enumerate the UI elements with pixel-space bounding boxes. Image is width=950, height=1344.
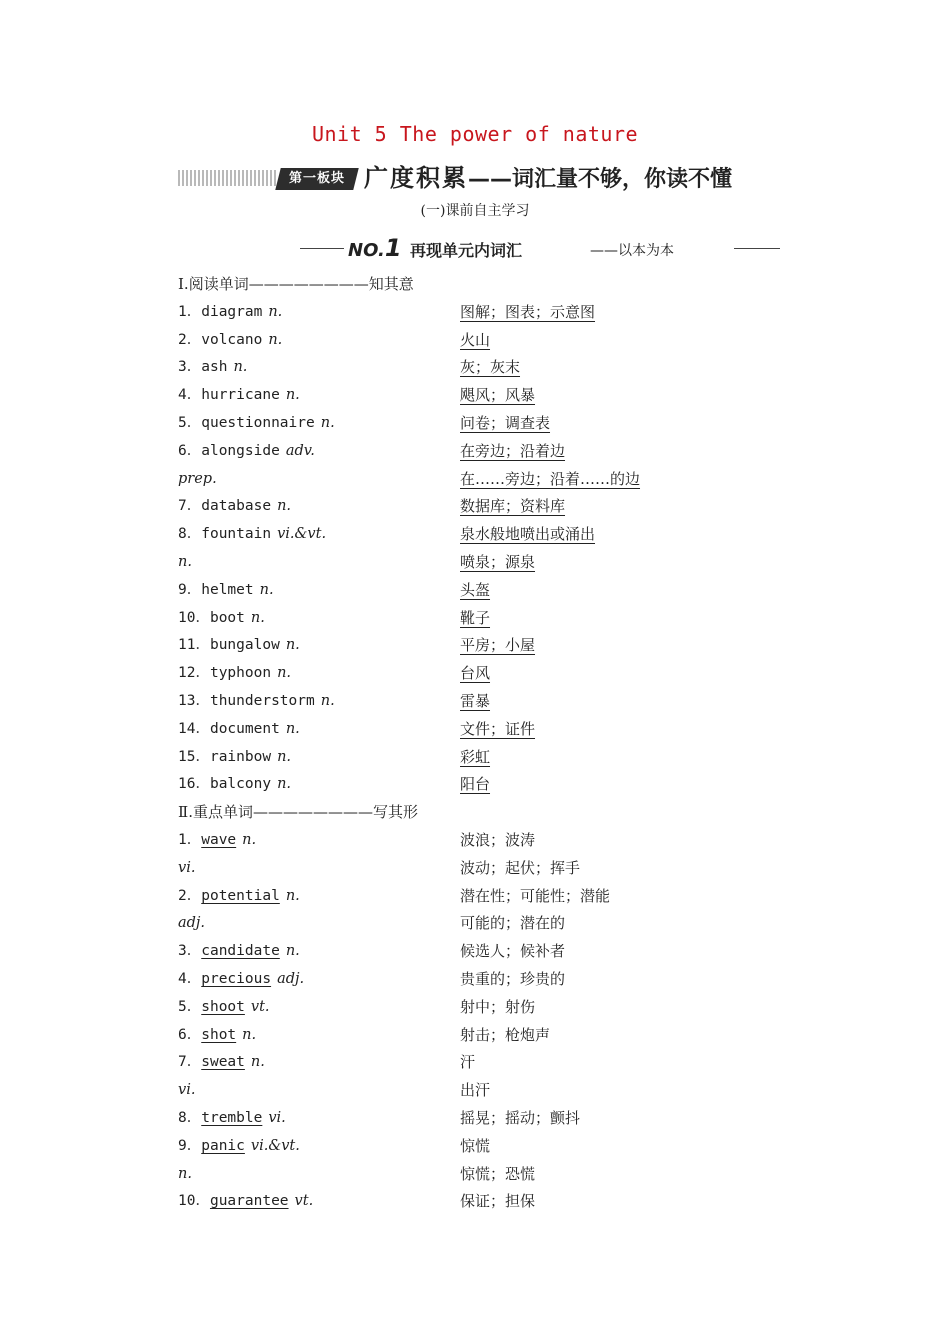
vocab-term (178, 687, 335, 715)
vocab-term (178, 298, 282, 326)
item-number: 3． (178, 943, 202, 960)
banner-headline (364, 160, 732, 196)
vocab-term (178, 326, 282, 354)
part-of-speech: adj. (277, 970, 305, 987)
page-subtitle: (一)课前自主学习 (420, 203, 530, 219)
vocab-row (178, 520, 778, 548)
item-number: 8． (178, 526, 202, 543)
vocab-row (178, 993, 778, 1021)
english-word: panic (201, 1137, 245, 1154)
vocab-row (178, 854, 778, 882)
chinese-meaning: 台风 (460, 664, 491, 683)
vocab-term (178, 1048, 265, 1076)
vocab-row (178, 631, 778, 659)
chinese-meaning: 文件；证件 (460, 719, 536, 738)
chinese-meaning: 问卷；调查表 (460, 413, 551, 432)
vocab-term (178, 1104, 286, 1132)
item-number: 10． (178, 609, 210, 626)
english-word: hurricane (201, 387, 280, 404)
part-of-speech: n. (250, 609, 265, 626)
chinese-meaning: 波浪；波涛 (460, 830, 536, 849)
section-heading (178, 270, 778, 298)
chinese-meaning: 火山 (460, 330, 491, 349)
vocab-row (178, 882, 778, 910)
chinese-meaning: 灰；灰末 (460, 358, 521, 377)
vocab-row (178, 1021, 778, 1049)
english-word: alongside (201, 442, 280, 459)
english-word: database (201, 498, 272, 515)
chinese-meaning: 彩虹 (460, 747, 491, 766)
english-word: document (209, 720, 280, 737)
item-number: 7． (178, 498, 202, 515)
item-number: 2． (178, 331, 202, 348)
vocab-row (178, 353, 778, 381)
item-number: 13． (178, 692, 210, 709)
item-number: 1． (178, 303, 202, 320)
english-word: tremble (201, 1109, 263, 1126)
item-number: 9． (178, 1137, 202, 1154)
part-of-speech: n. (268, 331, 283, 348)
item-number: 14． (178, 720, 210, 737)
chinese-meaning: 惊慌 (460, 1136, 491, 1155)
part-of-speech: n. (277, 665, 292, 682)
english-word: potential (201, 887, 280, 904)
vocab-row (178, 409, 778, 437)
english-word: questionnaire (201, 414, 315, 431)
item-number: 10． (178, 1193, 210, 1210)
vocab-term (178, 353, 247, 381)
no1-heading (300, 232, 680, 262)
vocab-row (178, 381, 778, 409)
section-heading-text: Ⅱ.重点单词————————写其形 (178, 803, 418, 822)
vocab-list (178, 270, 778, 1215)
chinese-meaning: 潜在性；可能性；潜能 (460, 886, 611, 905)
vocab-row (178, 937, 778, 965)
item-number: 4． (178, 387, 202, 404)
english-word: boot (209, 609, 245, 626)
vocab-row (178, 548, 778, 576)
vocab-row (178, 743, 778, 771)
part-of-speech: vt. (250, 998, 270, 1015)
chinese-meaning: 在……旁边；沿着……的边 (460, 469, 641, 488)
english-word: wave (201, 831, 237, 848)
chinese-meaning: 射击；枪炮声 (460, 1025, 551, 1044)
english-word: precious (201, 970, 272, 987)
chinese-meaning: 摇晃；摇动；颤抖 (460, 1108, 581, 1127)
chinese-meaning: 贵重的；珍贵的 (460, 969, 566, 988)
vocab-term (178, 576, 274, 604)
vocab-term (178, 854, 195, 882)
part-of-speech: adj. (178, 915, 206, 932)
part-of-speech: vi. (178, 1082, 196, 1099)
part-of-speech: n. (259, 581, 274, 598)
item-number: 12． (178, 665, 210, 682)
item-number: 4． (178, 970, 202, 987)
chinese-meaning: 可能的；潜在的 (460, 914, 566, 933)
part-of-speech: n. (285, 637, 300, 654)
vocab-row (178, 1076, 778, 1104)
chinese-meaning: 喷泉；源泉 (460, 552, 536, 571)
vocab-term (178, 381, 300, 409)
vocab-term (178, 965, 304, 993)
no-tag: ——以本为本 (590, 243, 674, 259)
chinese-meaning: 汗 (460, 1053, 476, 1072)
chinese-meaning: 波动；起伏；挥手 (460, 858, 581, 877)
part-of-speech: n. (277, 498, 292, 515)
vocab-row (178, 437, 778, 465)
vocab-term (178, 715, 300, 743)
english-word: helmet (201, 581, 254, 598)
unit-title: Unit 5 The power of nature (311, 122, 639, 146)
vocab-term (178, 548, 192, 576)
vocab-term (178, 1076, 195, 1104)
part-of-speech: n. (320, 692, 335, 709)
english-word: balcony (209, 776, 272, 793)
vocab-row (178, 715, 778, 743)
item-number: 15． (178, 748, 210, 765)
part-of-speech: vi. (268, 1109, 286, 1126)
vocab-term (178, 770, 291, 798)
english-word: fountain (201, 526, 272, 543)
section-banner (178, 160, 748, 196)
part-of-speech: n. (285, 887, 300, 904)
divider-right (734, 248, 780, 249)
vocab-row (178, 1187, 778, 1215)
no-number: 1 (384, 234, 402, 262)
badge-label: 第一板块 (288, 171, 345, 186)
english-word: guarantee (209, 1193, 289, 1210)
english-word: diagram (201, 303, 263, 320)
vocab-term (178, 1160, 192, 1188)
part-of-speech: vi.&vt. (277, 526, 327, 543)
part-of-speech: prep. (178, 470, 217, 487)
section-heading (178, 798, 778, 826)
chinese-meaning: 飓风；风暴 (460, 386, 536, 405)
english-word: shot (201, 1026, 237, 1043)
item-number: 3． (178, 359, 202, 376)
vocab-row (178, 1132, 778, 1160)
english-word: candidate (201, 943, 280, 960)
vocab-row (178, 576, 778, 604)
chinese-meaning: 惊慌；恐慌 (460, 1164, 536, 1183)
part-of-speech: n. (320, 414, 335, 431)
item-number: 9． (178, 581, 202, 598)
chinese-meaning: 保证；担保 (460, 1192, 536, 1211)
headline-main: 广度积累 (364, 164, 468, 192)
part-of-speech: n. (285, 720, 300, 737)
part-of-speech: n. (268, 303, 283, 320)
vocab-row (178, 1160, 778, 1188)
vocab-term (178, 437, 315, 465)
vocab-row (178, 909, 778, 937)
item-number: 11． (178, 637, 210, 654)
english-word: volcano (201, 331, 263, 348)
vocab-term (178, 631, 300, 659)
item-number: 1． (178, 831, 202, 848)
banner-stripes (178, 170, 276, 186)
vocab-term (178, 1021, 256, 1049)
part-of-speech: vi. (178, 859, 196, 876)
vocab-term (178, 465, 217, 493)
part-of-speech: n. (277, 748, 292, 765)
part-of-speech: n. (277, 776, 292, 793)
vocab-row (178, 965, 778, 993)
part-of-speech: n. (250, 1054, 265, 1071)
divider-left (300, 248, 344, 249)
item-number: 6． (178, 1026, 202, 1043)
vocab-term (178, 520, 326, 548)
item-number: 5． (178, 414, 202, 431)
vocab-row (178, 826, 778, 854)
banner-badge (275, 168, 358, 190)
english-word: ash (201, 359, 228, 376)
english-word: rainbow (209, 748, 272, 765)
part-of-speech: n. (242, 1026, 257, 1043)
part-of-speech: adv. (285, 442, 315, 459)
part-of-speech: n. (233, 359, 248, 376)
vocab-term (178, 909, 205, 937)
chinese-meaning: 泉水般地喷出或涌出 (460, 525, 596, 544)
english-word: sweat (201, 1054, 245, 1071)
vocab-row (178, 492, 778, 520)
chinese-meaning: 头盔 (460, 580, 491, 599)
item-number: 16． (178, 776, 210, 793)
part-of-speech: n. (178, 553, 192, 570)
vocab-row (178, 1048, 778, 1076)
item-number: 6． (178, 442, 202, 459)
vocab-term (178, 409, 335, 437)
english-word: typhoon (209, 665, 272, 682)
section-heading-text: Ⅰ.阅读单词————————知其意 (178, 275, 414, 293)
vocab-term (178, 937, 300, 965)
vocab-row (178, 770, 778, 798)
vocab-term (178, 1187, 313, 1215)
vocab-row (178, 465, 778, 493)
item-number: 7． (178, 1054, 202, 1071)
part-of-speech: n. (242, 831, 257, 848)
english-word: thunderstorm (209, 692, 315, 709)
chinese-meaning: 平房；小屋 (460, 636, 536, 655)
chinese-meaning: 出汗 (460, 1081, 491, 1100)
vocab-row (178, 659, 778, 687)
chinese-meaning: 雷暴 (460, 691, 491, 710)
vocab-term (178, 492, 291, 520)
vocab-row (178, 298, 778, 326)
item-number: 5． (178, 998, 202, 1015)
item-number: 8． (178, 1109, 202, 1126)
vocab-term (178, 604, 265, 632)
vocab-row (178, 604, 778, 632)
chinese-meaning: 射中；射伤 (460, 997, 536, 1016)
vocab-term (178, 882, 300, 910)
english-word: bungalow (209, 637, 280, 654)
no-title: 再现单元内词汇 (410, 241, 523, 260)
vocab-term (178, 1132, 300, 1160)
vocab-row (178, 1104, 778, 1132)
chinese-meaning: 在旁边；沿着边 (460, 441, 566, 460)
english-word: shoot (201, 998, 245, 1015)
chinese-meaning: 图解；图表；示意图 (460, 302, 596, 321)
vocab-row (178, 326, 778, 354)
part-of-speech: n. (178, 1165, 192, 1182)
vocab-term (178, 659, 291, 687)
vocab-term (178, 743, 291, 771)
vocab-term (178, 993, 270, 1021)
part-of-speech: n. (285, 387, 300, 404)
chinese-meaning: 数据库；资料库 (460, 497, 566, 516)
part-of-speech: vt. (294, 1193, 314, 1210)
no-label (348, 234, 402, 262)
vocab-row (178, 687, 778, 715)
vocab-term (178, 826, 256, 854)
item-number: 2． (178, 887, 202, 904)
chinese-meaning: 阳台 (460, 775, 491, 794)
headline-sub: ——词汇量不够，你读不懂 (468, 167, 733, 192)
part-of-speech: vi.&vt. (250, 1137, 300, 1154)
chinese-meaning: 候选人；候补者 (460, 942, 566, 961)
no-prefix: NO. (348, 240, 385, 261)
part-of-speech: n. (285, 943, 300, 960)
chinese-meaning: 靴子 (460, 608, 491, 627)
